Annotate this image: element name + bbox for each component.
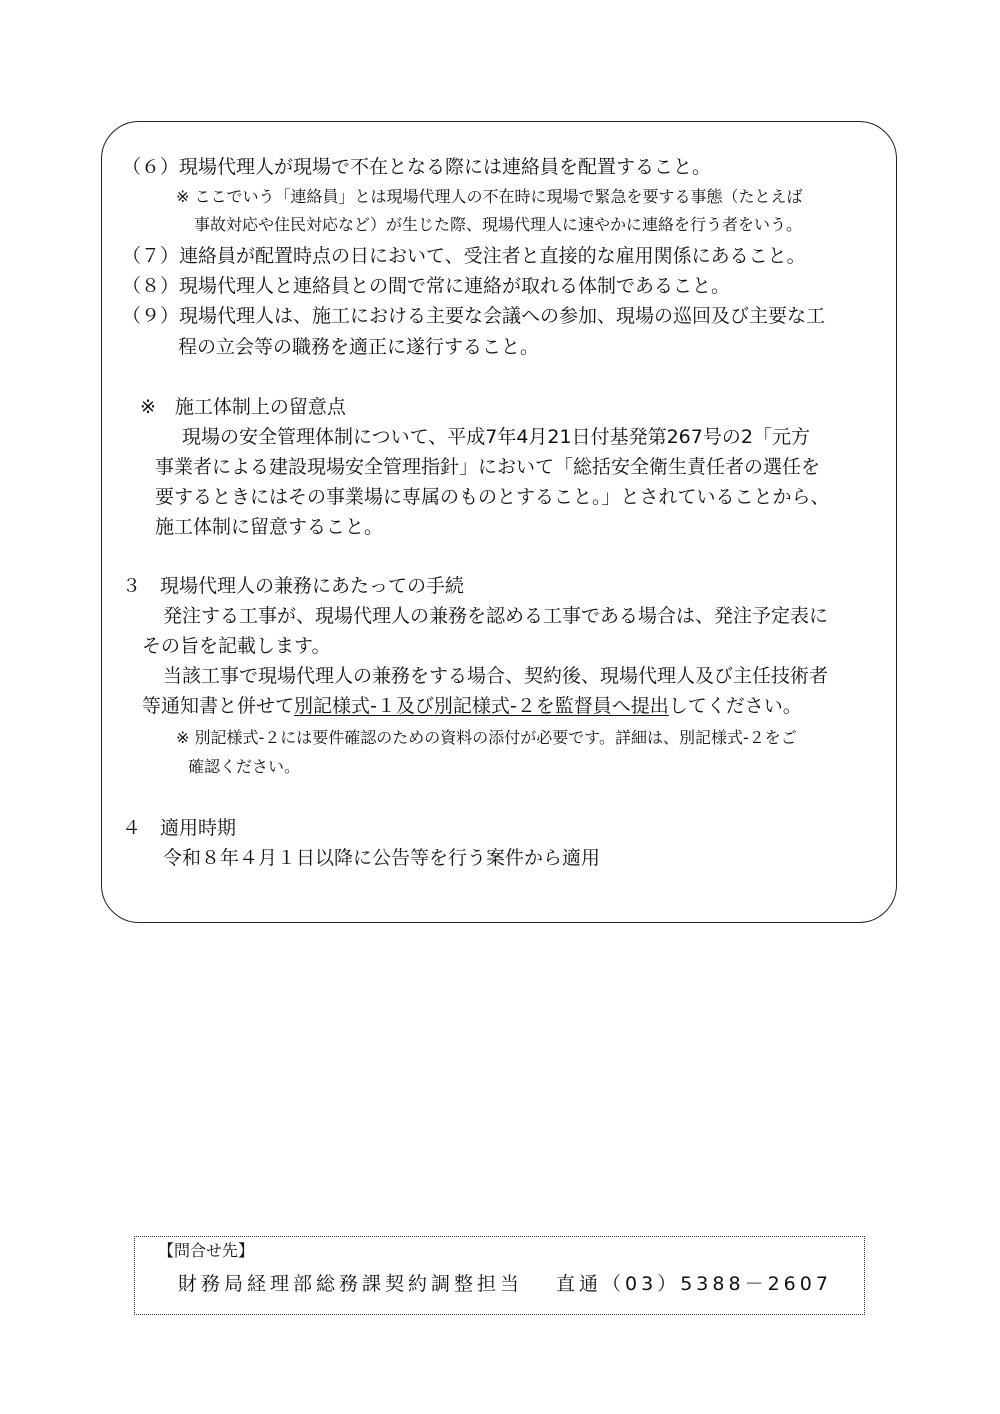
section-4-body: 令和８年４月１日以降に公告等を行う案件から適用 (163, 847, 601, 869)
section-3-p2-text-post: してください。 (668, 695, 802, 717)
section-3-p2-text-pre: 等通知書と併せて (142, 695, 295, 717)
forms-submission-underline: 別記様式-１及び別記様式-２を監督員へ提出 (294, 695, 669, 717)
item-6-note-line2: 事故対応や住民対応など）が生じた際、現場代理人に速やかに連絡を行う者をいう。 (194, 215, 803, 234)
section-3-p1-line2: その旨を記載します。 (142, 635, 331, 657)
contact-title: 【問合せ先】 (158, 1241, 255, 1260)
item-6-note-line1: ※ ここでいう「連絡員」とは現場代理人の不在時に現場で緊急を要する事態（たとえば (176, 187, 803, 206)
section-3-note-line1: ※ 別記様式-２には要件確認のための資料の添付が必要です。詳細は、別記様式-２をご (176, 728, 797, 747)
item-8: （８）現場代理人と連絡員との間で常に連絡が取れる体制であること。 (122, 275, 731, 297)
item-6: （６）現場代理人が現場で不在となる際には連絡員を配置すること。 (122, 156, 712, 178)
item-7: （７）連絡員が配置時点の日において、受注者と直接的な雇用関係にあること。 (122, 245, 806, 267)
section-3-note-line2: 確認ください。 (188, 757, 301, 776)
item-9-line1: （９）現場代理人は、施工における主要な会議への参加、現場の巡回及び主要な工 (122, 305, 826, 327)
section-3-heading: ３ 現場代理人の兼務にあたっての手続 (122, 575, 465, 597)
notice-line1: 現場の安全管理体制について、平成7年4月21日付基発第267号の2「元方 (182, 426, 810, 448)
section-3-p2-line2 (142, 692, 802, 720)
section-3-p1-line1: 発注する工事が、現場代理人の兼務を認める工事である場合は、発注予定表に (163, 605, 829, 627)
item-9-line2: 程の立会等の職務を適正に遂行すること。 (178, 336, 540, 358)
notice-line2: 事業者による建設現場安全管理指針」において「総括安全衛生責任者の選任を (155, 456, 821, 478)
section-4-heading: ４ 適用時期 (122, 817, 237, 839)
notice-heading: ※ 施工体制上の留意点 (140, 396, 346, 418)
notice-line3: 要するときにはその事業場に専属のものとすること。」とされていることから、 (155, 486, 830, 508)
notice-line4: 施工体制に留意すること。 (155, 516, 384, 538)
contact-info: 財務局経理部総務課契約調整担当 直通（03）5388－2607 (178, 1273, 832, 1295)
section-3-p2-line1: 当該工事で現場代理人の兼務をする場合、契約後、現場代理人及び主任技術者 (163, 665, 829, 687)
